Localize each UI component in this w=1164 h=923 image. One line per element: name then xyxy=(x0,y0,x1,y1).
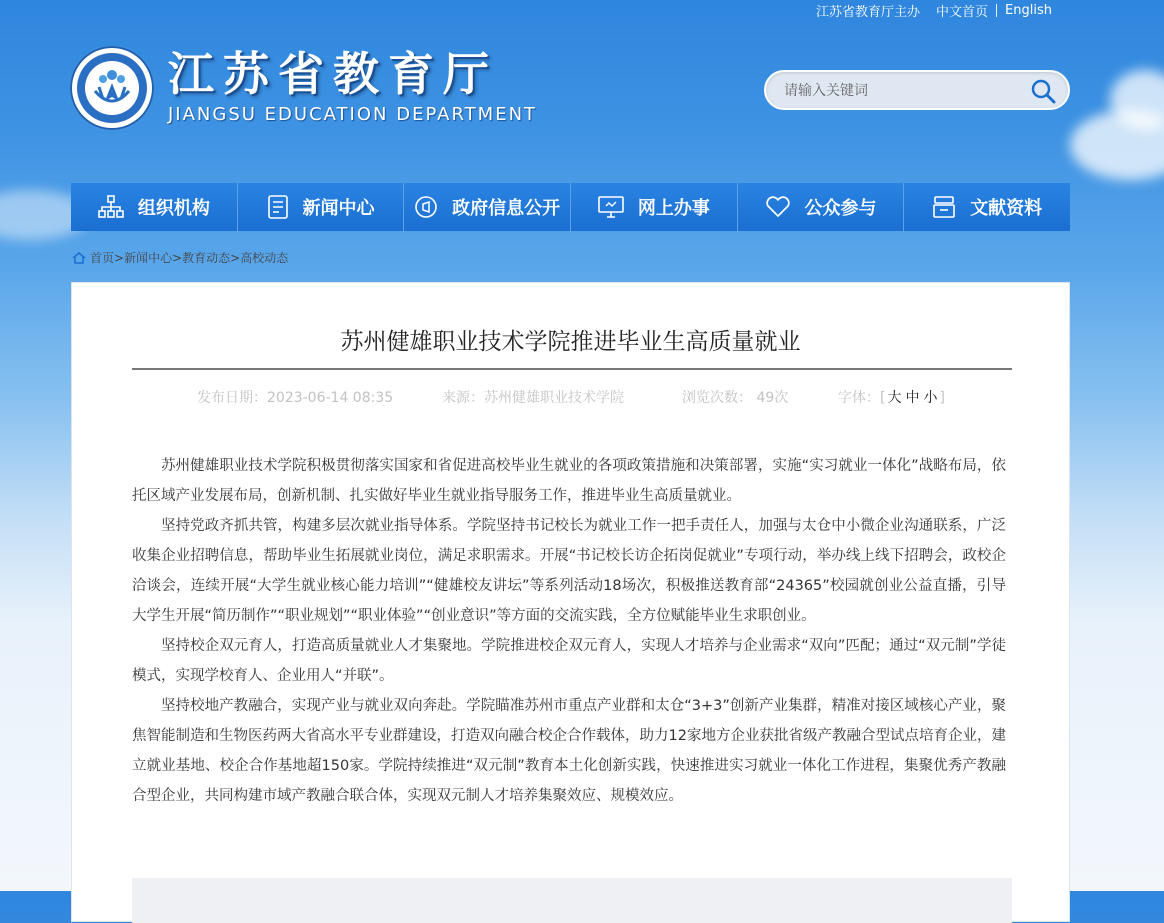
article-body xyxy=(132,451,1006,811)
font-size-close: ] xyxy=(939,390,945,406)
nav-label: 网上办事 xyxy=(637,198,710,219)
article-title: 苏州健雄职业技术学院推进毕业生高质量就业 xyxy=(340,329,801,355)
article-paragraph: 坚持校企双元育人，打造高质量就业人才集聚地。学院推进校企双元育人，实现人才培养与企业需求“双向”匹配；通过“双元制”学徒模式，实现学校育人、企业用人“并联”。 xyxy=(132,638,1006,684)
title-divider xyxy=(132,368,1012,370)
home-cn-link[interactable]: 中文首页 xyxy=(936,4,989,20)
nav-item-public[interactable] xyxy=(738,183,905,231)
home-icon xyxy=(72,252,86,264)
document-icon xyxy=(267,195,289,219)
font-size-label: 字体：[ xyxy=(838,390,886,406)
nav-item-news[interactable] xyxy=(238,183,405,231)
top-utility-bar xyxy=(808,0,1060,20)
site-logo[interactable] xyxy=(70,46,154,130)
nav-item-archive[interactable] xyxy=(904,183,1070,231)
archive-box-icon xyxy=(932,195,956,219)
breadcrumb-edu-news[interactable]: 教育动态> xyxy=(182,251,241,265)
font-size-large[interactable]: 大 xyxy=(887,390,902,406)
nav-label: 组织机构 xyxy=(137,198,210,219)
host-text: 江苏省教育厅主办 xyxy=(816,4,921,20)
publish-date: 发布日期：2023-06-14 08:35 xyxy=(197,390,394,406)
search-input[interactable] xyxy=(782,79,1026,103)
search-box xyxy=(764,70,1070,110)
search-icon xyxy=(1030,78,1056,104)
heart-icon xyxy=(765,196,791,218)
view-count: 浏览次数： 49次 xyxy=(682,390,789,406)
org-chart-icon xyxy=(98,195,124,219)
article-source: 来源：苏州健雄职业技术学院 xyxy=(442,390,624,406)
breadcrumb xyxy=(72,249,288,266)
font-size-medium[interactable]: 中 xyxy=(905,390,920,406)
article-tools-bar xyxy=(132,878,1012,923)
article-paragraph: 苏州健雄职业技术学院积极贯彻落实国家和省促进高校毕业生就业的各项政策措施和决策部署，实施“实习就业一体化”战略布局，依托区域产业发展布局，创新机制、扎实做好毕业生就业指导服务工作，推进毕业生高质量就业。 xyxy=(132,458,1006,504)
nav-item-gov-info[interactable] xyxy=(404,183,571,231)
speaker-icon xyxy=(414,195,438,219)
breadcrumb-news[interactable]: 新闻中心> xyxy=(124,251,183,265)
breadcrumb-home[interactable]: 首页> xyxy=(90,251,125,265)
nav-label: 公众参与 xyxy=(804,198,877,219)
font-size-switcher xyxy=(838,387,945,407)
monitor-icon xyxy=(598,196,624,218)
article-paragraph: 坚持党政齐抓共管，构建多层次就业指导体系。学院坚持书记校长为就业工作一把手责任人，加强与太仓中小微企业沟通联系，广泛收集企业招聘信息，帮助毕业生拓展就业岗位，满足求职需求。开展“书记校长访企拓岗促就业”专项行动，举办线上线下招聘会，政校企洽谈会，连续开展“大学生就业核心能力培训”“健雄校友讲坛”等系列活动18场次，积极推送教育部“24365”校园就创业公益直播，引导大学生开展“简历制作”“职业规划”“职业体验”“创业意识”等方面的交流实践，全方位赋能毕业生求职创业。 xyxy=(132,518,1006,624)
site-name-cn: 江苏省教育厅 xyxy=(168,47,498,101)
emblem-icon xyxy=(85,61,139,115)
nav-label: 文献资料 xyxy=(970,198,1043,219)
nav-item-online[interactable] xyxy=(571,183,738,231)
article-paragraph: 坚持校地产教融合，实现产业与就业双向奔赴。学院瞄准苏州市重点产业群和太仓“3+3”创新产业集群，精准对接区域核心产业，聚焦智能制造和生物医药两大省高水平专业群建设，打造双向融合校企合作载体，助力12家地方企业获批省级产教融合型试点培育企业，建立就业基地、校企合作基地超150家。学院持续推进“双元制”教育本土化创新实践，快速推进实习就业一体化工作进程，集聚优秀产教融合型企业，共同构建市域产教融合联合体，实现双元制人才培养集聚效应、规模效应。 xyxy=(132,698,1006,804)
font-size-small[interactable]: 小 xyxy=(923,390,938,406)
site-title xyxy=(168,46,537,125)
search-button[interactable] xyxy=(1030,78,1056,104)
logo-emblem xyxy=(85,61,139,115)
nav-label: 新闻中心 xyxy=(302,198,375,219)
main-nav xyxy=(71,183,1070,231)
nav-label: 政府信息公开 xyxy=(452,198,561,219)
site-name-en: JIANGSU EDUCATION DEPARTMENT xyxy=(168,104,538,125)
english-link[interactable]: English xyxy=(1005,2,1052,18)
breadcrumb-current[interactable]: 高校动态 xyxy=(240,251,289,265)
nav-item-org[interactable] xyxy=(71,183,238,231)
article-panel xyxy=(71,282,1070,922)
